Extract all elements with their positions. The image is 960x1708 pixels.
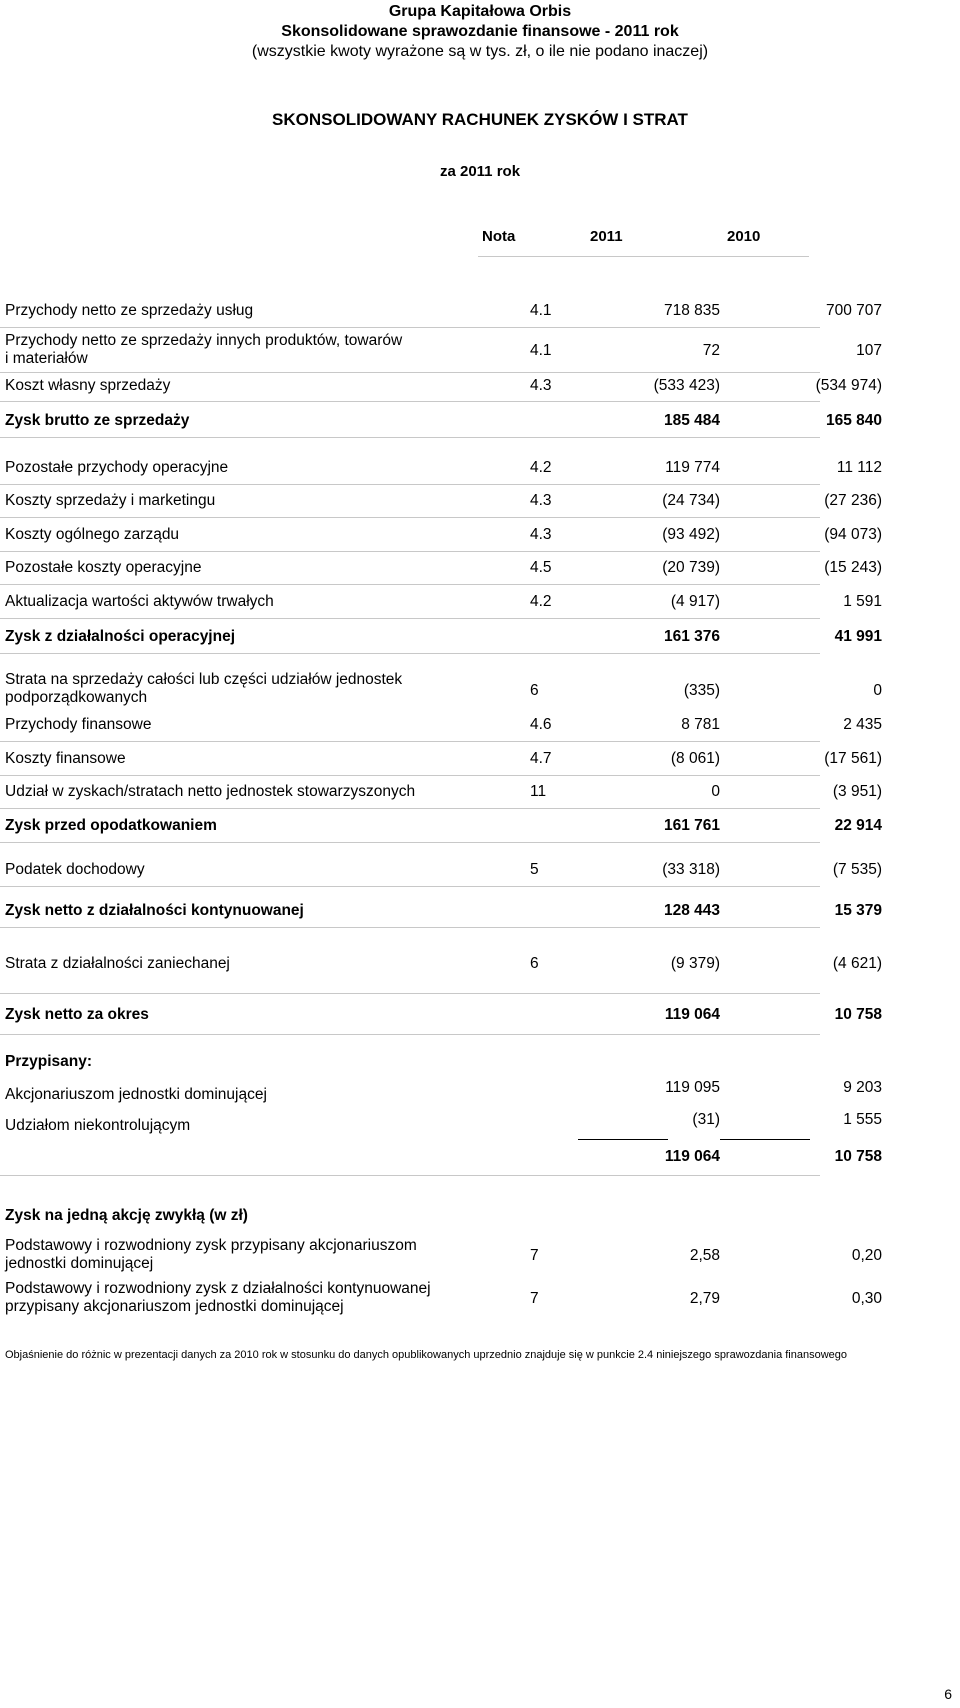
row-label: Udziałom niekontrolującym	[5, 1117, 191, 1134]
row-value-2011: (20 739)	[662, 559, 720, 576]
row-divider	[0, 993, 820, 994]
report-name: Skonsolidowane sprawozdanie finansowe - 2011 rok	[281, 23, 679, 40]
row-label: Koszty sprzedaży i marketingu	[5, 492, 216, 509]
row-value-2010: 107	[856, 342, 882, 359]
row-label: Podstawowy i rozwodniony zysk przypisany akcjonariuszom	[5, 1237, 417, 1254]
row-divider	[0, 401, 820, 402]
row-note: 4.3	[530, 377, 552, 394]
row-divider	[0, 653, 820, 654]
row-value-2011: (9 379)	[670, 955, 720, 972]
row-divider	[0, 1175, 820, 1176]
row-value-2010: 2 435	[843, 716, 882, 733]
row-value-2010: 0,30	[851, 1290, 882, 1307]
row-divider	[0, 372, 820, 373]
row-label: Przypisany:	[5, 1053, 93, 1070]
row-label: Zysk netto za okres	[5, 1006, 149, 1023]
company-name: Grupa Kapitałowa Orbis	[388, 3, 572, 20]
row-label-continued: jednostki dominującej	[5, 1255, 154, 1272]
row-label: Koszt własny sprzedaży	[5, 377, 171, 394]
row-label: Przychody netto ze sprzedaży innych produktów, towarów	[5, 332, 403, 349]
row-value-2010: (27 236)	[824, 492, 882, 509]
row-label: Aktualizacja wartości aktywów trwałych	[5, 593, 274, 610]
row-value-2010: 165 840	[825, 412, 882, 429]
row-value-2011: 161 376	[663, 628, 720, 645]
row-label: Zysk brutto ze sprzedaży	[5, 412, 190, 429]
row-divider	[0, 775, 820, 776]
row-value-2011: (8 061)	[670, 750, 720, 767]
row-value-2010: 0,20	[851, 1247, 882, 1264]
row-note: 6	[530, 955, 539, 972]
row-divider	[0, 1034, 820, 1035]
row-value-2011: 2,79	[689, 1290, 720, 1307]
row-divider	[0, 927, 820, 928]
row-value-2010: 9 203	[843, 1079, 882, 1096]
column-header-2011: 2011	[590, 228, 623, 245]
row-value-2011: (335)	[683, 682, 720, 699]
row-note: 6	[530, 682, 539, 699]
row-label: Zysk z działalności operacyjnej	[5, 628, 236, 645]
row-divider	[0, 808, 820, 809]
row-label: Podatek dochodowy	[5, 861, 145, 878]
row-label-continued: przypisany akcjonariuszom jednostki dominującej	[5, 1298, 344, 1315]
row-divider	[0, 618, 820, 619]
row-value-2011: (24 734)	[662, 492, 720, 509]
page-number: 6	[944, 1686, 952, 1702]
row-note: 4.3	[530, 492, 552, 509]
row-note: 4.3	[530, 526, 552, 543]
row-value-2011: 119 064	[664, 1006, 720, 1023]
row-label-continued: i materiałów	[5, 350, 88, 367]
row-value-2010: 41 991	[834, 628, 882, 645]
row-value-2010: 11 112	[836, 459, 882, 476]
row-value-2010: 700 707	[825, 302, 882, 319]
row-note: 11	[530, 783, 547, 800]
row-divider	[0, 886, 820, 887]
row-value-2011: 72	[702, 342, 720, 359]
row-label: Koszty ogólnego zarządu	[5, 526, 180, 543]
row-label: Zysk netto z działalności kontynuowanej	[5, 902, 304, 919]
row-label: Udział w zyskach/stratach netto jednostek stowarzyszonych	[5, 783, 416, 800]
currency-note: (wszystkie kwoty wyrażone są w tys. zł, o ile nie podano inaczej)	[251, 43, 709, 60]
row-note: 4.1	[530, 342, 552, 359]
row-divider	[0, 741, 820, 742]
row-value-2010: (17 561)	[824, 750, 882, 767]
row-note: 4.2	[530, 459, 552, 476]
column-header-note: Nota	[482, 228, 516, 245]
row-value-2011: 119 774	[665, 459, 720, 476]
row-value-2011: 0	[711, 783, 720, 800]
row-value-2011: 8 781	[681, 716, 720, 733]
row-divider	[0, 484, 820, 485]
header-underline	[478, 256, 809, 257]
row-value-2011: 119 064	[664, 1148, 720, 1165]
row-divider	[0, 584, 820, 585]
row-label-continued: podporządkowanych	[5, 689, 148, 706]
row-value-2010: 10 758	[834, 1148, 882, 1165]
row-value-2010: 0	[873, 682, 882, 699]
row-value-2011: (4 917)	[670, 593, 720, 610]
row-label: Przychody netto ze sprzedaży usług	[5, 302, 254, 319]
row-divider	[0, 842, 820, 843]
row-value-2011: (33 318)	[662, 861, 720, 878]
row-note: 4.5	[530, 559, 552, 576]
row-divider	[0, 437, 820, 438]
row-value-2011: (533 423)	[653, 377, 720, 394]
row-label: Przychody finansowe	[5, 716, 152, 733]
row-label: Strata z działalności zaniechanej	[5, 955, 230, 972]
row-label: Akcjonariuszom jednostki dominującej	[5, 1086, 267, 1103]
footnote: Objaśnienie do różnic w prezentacji danych za 2010 rok w stosunku do danych opublikowanych uprzednio znajduje się w punkcie 2.4 niniejszego sprawozdania finansowego	[5, 1349, 848, 1361]
row-divider	[0, 517, 820, 518]
row-label: Zysk na jedną akcję zwykłą (w zł)	[5, 1207, 248, 1224]
row-label: Pozostałe przychody operacyjne	[5, 459, 229, 476]
row-value-2010: 15 379	[834, 902, 882, 919]
row-value-2011: 161 761	[663, 817, 720, 834]
page-title: SKONSOLIDOWANY RACHUNEK ZYSKÓW I STRAT	[272, 110, 688, 129]
row-value-2010: (7 535)	[832, 861, 882, 878]
row-value-2010: (3 951)	[832, 783, 882, 800]
row-label: Pozostałe koszty operacyjne	[5, 559, 202, 576]
row-value-2011: (93 492)	[662, 526, 720, 543]
sum-line-2010	[720, 1139, 810, 1140]
row-label: Zysk przed opodatkowaniem	[5, 817, 217, 834]
row-label: Podstawowy i rozwodniony zysk z działalności kontynuowanej	[5, 1280, 431, 1297]
column-header-2010: 2010	[727, 228, 761, 245]
row-note: 4.7	[530, 750, 552, 767]
row-value-2010: (94 073)	[824, 526, 882, 543]
row-value-2010: (4 621)	[832, 955, 882, 972]
row-value-2011: 119 095	[665, 1079, 720, 1096]
row-value-2010: (534 974)	[815, 377, 882, 394]
row-note: 4.6	[530, 716, 552, 733]
row-note: 7	[530, 1290, 539, 1307]
page-subtitle: za 2011 rok	[439, 163, 521, 180]
row-value-2010: 1 591	[843, 593, 882, 610]
row-value-2010: (15 243)	[824, 559, 882, 576]
row-value-2011: 718 835	[663, 302, 720, 319]
row-value-2010: 10 758	[834, 1006, 882, 1023]
row-value-2010: 1 555	[843, 1111, 882, 1128]
row-note: 5	[530, 861, 539, 878]
row-label: Strata na sprzedaży całości lub części udziałów jednostek	[5, 671, 403, 688]
row-divider	[0, 327, 820, 328]
row-value-2011: 2,58	[689, 1247, 720, 1264]
row-note: 4.2	[530, 593, 552, 610]
row-value-2010: 22 914	[834, 817, 882, 834]
row-divider	[0, 551, 820, 552]
sum-line-2011	[578, 1139, 668, 1140]
row-value-2011: 128 443	[663, 902, 720, 919]
row-note: 7	[530, 1247, 539, 1264]
row-label: Koszty finansowe	[5, 750, 126, 767]
row-value-2011: (31)	[692, 1111, 720, 1128]
row-note: 4.1	[530, 302, 552, 319]
row-value-2011: 185 484	[663, 412, 720, 429]
